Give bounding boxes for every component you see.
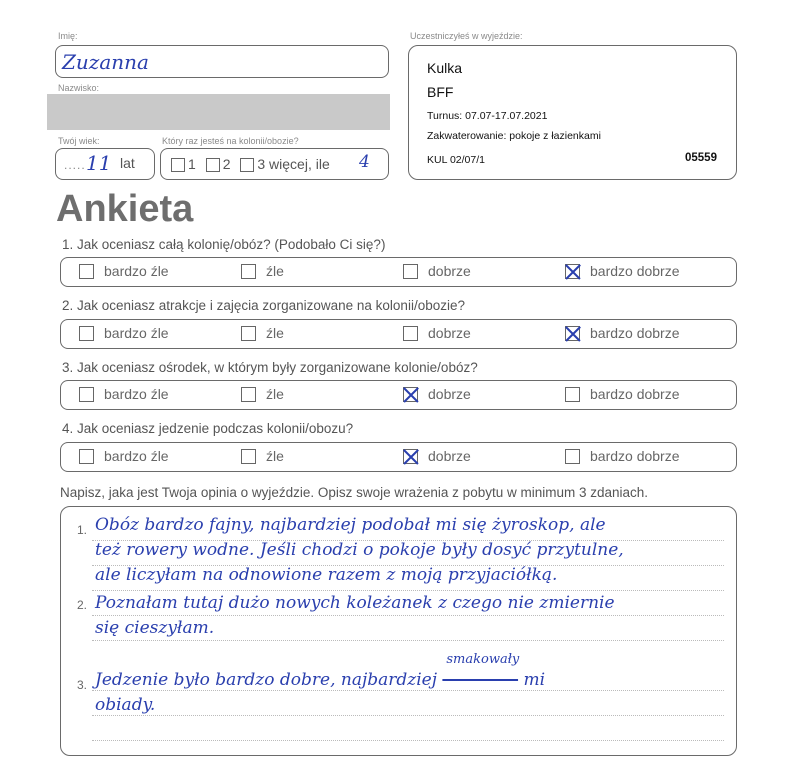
question-1: 1. Jak oceniasz całą kolonię/obóz? (Podobało Ci się?) [62, 237, 386, 252]
wiek-field[interactable] [55, 148, 155, 180]
participant-number: 05559 [685, 152, 717, 164]
q1-option-bardzo-zle[interactable]: bardzo źle [79, 263, 169, 279]
wiek-suffix: lat [120, 155, 135, 171]
q1-option-zle[interactable]: źle [241, 263, 284, 279]
q4-checkbox-bardzo-dobrze[interactable] [565, 449, 580, 464]
participant-code: KUL 02/07/1 [427, 154, 485, 166]
participant-name: Kulka [427, 60, 463, 76]
opinion-num-1: 1. [77, 523, 88, 537]
imie-label: Imię: [58, 31, 78, 41]
opinion-prompt: Napisz, jaka jest Twoja opinia o wyjeździe. Opisz swoje wrażenia z pobytu w minimum 3 zdaniach. [60, 485, 649, 500]
wiek-dots: ..... [64, 158, 86, 172]
opinion-line-5: się cieszyłam. [95, 618, 215, 638]
opinion-line-4: Poznałam tutaj dużo nowych koleżanek z czego nie zmiernie [95, 593, 615, 613]
ruled-line [92, 740, 724, 741]
q3-option-bardzo-zle[interactable]: bardzo źle [79, 386, 169, 402]
question-4: 4. Jak oceniasz jedzenie podczas kolonii/obozu? [62, 421, 354, 436]
q4-checkbox-zle[interactable] [241, 449, 256, 464]
q2-checkbox-dobrze[interactable] [403, 326, 418, 341]
participant-zakwaterowanie: Zakwaterowanie: pokoje z łazienkami [427, 130, 601, 142]
participant-group: BFF [427, 84, 454, 100]
ruled-line [92, 590, 724, 591]
q2-option-dobrze[interactable]: dobrze [403, 325, 471, 341]
participant-turnus: Turnus: 07.07-17.07.2021 [427, 110, 548, 122]
q3-option-bardzo-dobrze[interactable]: bardzo dobrze [565, 386, 680, 402]
q3-checkbox-bardzo-zle[interactable] [79, 387, 94, 402]
opinion-line-6: Jedzenie było bardzo dobre, najbardziej smakowały mi [95, 652, 546, 690]
imie-field[interactable] [55, 45, 389, 78]
ruled-line [92, 640, 724, 641]
q1-checkbox-bardzo-zle[interactable] [79, 264, 94, 279]
ruled-line [92, 615, 724, 616]
wiek-label: Twój wiek: [58, 136, 100, 146]
question-1-options [60, 257, 737, 287]
question-2: 2. Jak oceniasz atrakcje i zajęcia zorganizowane na kolonii/obozie? [62, 298, 465, 313]
q4-option-dobrze[interactable]: dobrze [403, 448, 471, 464]
q4-checkbox-bardzo-zle[interactable] [79, 449, 94, 464]
nazwisko-label: Nazwisko: [58, 83, 100, 93]
q3-option-zle[interactable]: źle [241, 386, 284, 402]
question-3-options [60, 380, 737, 410]
participant-label: Uczestniczyłeś w wyjeździe: [410, 31, 523, 41]
ktory-raz-opt-2: 2 [222, 156, 231, 172]
opinion-num-2: 2. [77, 598, 88, 612]
ktory-raz-checkbox-3[interactable] [240, 158, 254, 172]
q4-option-bardzo-zle[interactable]: bardzo źle [79, 448, 169, 464]
q1-checkbox-bardzo-dobrze[interactable] [565, 264, 580, 279]
opinion-line-7: obiady. [95, 695, 156, 715]
q2-checkbox-bardzo-zle[interactable] [79, 326, 94, 341]
q2-checkbox-zle[interactable] [241, 326, 256, 341]
ktory-raz-opt-3: 3 więcej, ile [257, 156, 330, 172]
nazwisko-redacted [47, 94, 390, 130]
q2-option-bardzo-zle[interactable]: bardzo źle [79, 325, 169, 341]
ruled-line [92, 690, 724, 691]
opinion-num-3: 3. [77, 678, 88, 692]
q1-checkbox-dobrze[interactable] [403, 264, 418, 279]
ktory-raz-checkbox-1[interactable] [171, 158, 185, 172]
opinion-line-3: ale liczyłam na odnowione razem z moją przyjaciółką. [95, 565, 558, 585]
q4-checkbox-dobrze[interactable] [403, 449, 418, 464]
q2-option-zle[interactable]: źle [241, 325, 284, 341]
q3-option-dobrze[interactable]: dobrze [403, 386, 471, 402]
q2-option-bardzo-dobrze[interactable]: bardzo dobrze [565, 325, 680, 341]
correction-word: smakowały [446, 652, 520, 667]
question-4-options [60, 442, 737, 472]
q3-checkbox-zle[interactable] [241, 387, 256, 402]
opinion-line-2: też rowery wodne. Jeśli chodzi o pokoje były dosyć przytulne, [95, 540, 624, 560]
ile-value: 4 [359, 152, 370, 172]
opinion-line-1: Obóz bardzo fajny, najbardziej podobał mi się żyroskop, ale [95, 515, 606, 535]
q1-checkbox-zle[interactable] [241, 264, 256, 279]
wiek-value: 11 [86, 151, 112, 175]
participant-card [408, 45, 737, 180]
q3-checkbox-bardzo-dobrze[interactable] [565, 387, 580, 402]
ktory-raz-field[interactable] [160, 148, 389, 180]
q4-option-bardzo-dobrze[interactable]: bardzo dobrze [565, 448, 680, 464]
q2-checkbox-bardzo-dobrze[interactable] [565, 326, 580, 341]
q3-checkbox-dobrze[interactable] [403, 387, 418, 402]
ktory-raz-checkbox-2[interactable] [206, 158, 220, 172]
q1-option-dobrze[interactable]: dobrze [403, 263, 471, 279]
ktory-raz-opt-1: 1 [188, 156, 196, 172]
q4-option-zle[interactable]: źle [241, 448, 284, 464]
page-title: Ankieta [56, 188, 194, 230]
question-2-options [60, 319, 737, 349]
imie-value: Zuzanna [62, 50, 149, 74]
ruled-line [92, 715, 724, 716]
q1-option-bardzo-dobrze[interactable]: bardzo dobrze [565, 263, 680, 279]
question-3: 3. Jak oceniasz ośrodek, w którym były zorganizowane kolonie/obóz? [62, 360, 478, 375]
ktory-raz-label: Który raz jesteś na kolonii/obozie? [162, 136, 299, 146]
